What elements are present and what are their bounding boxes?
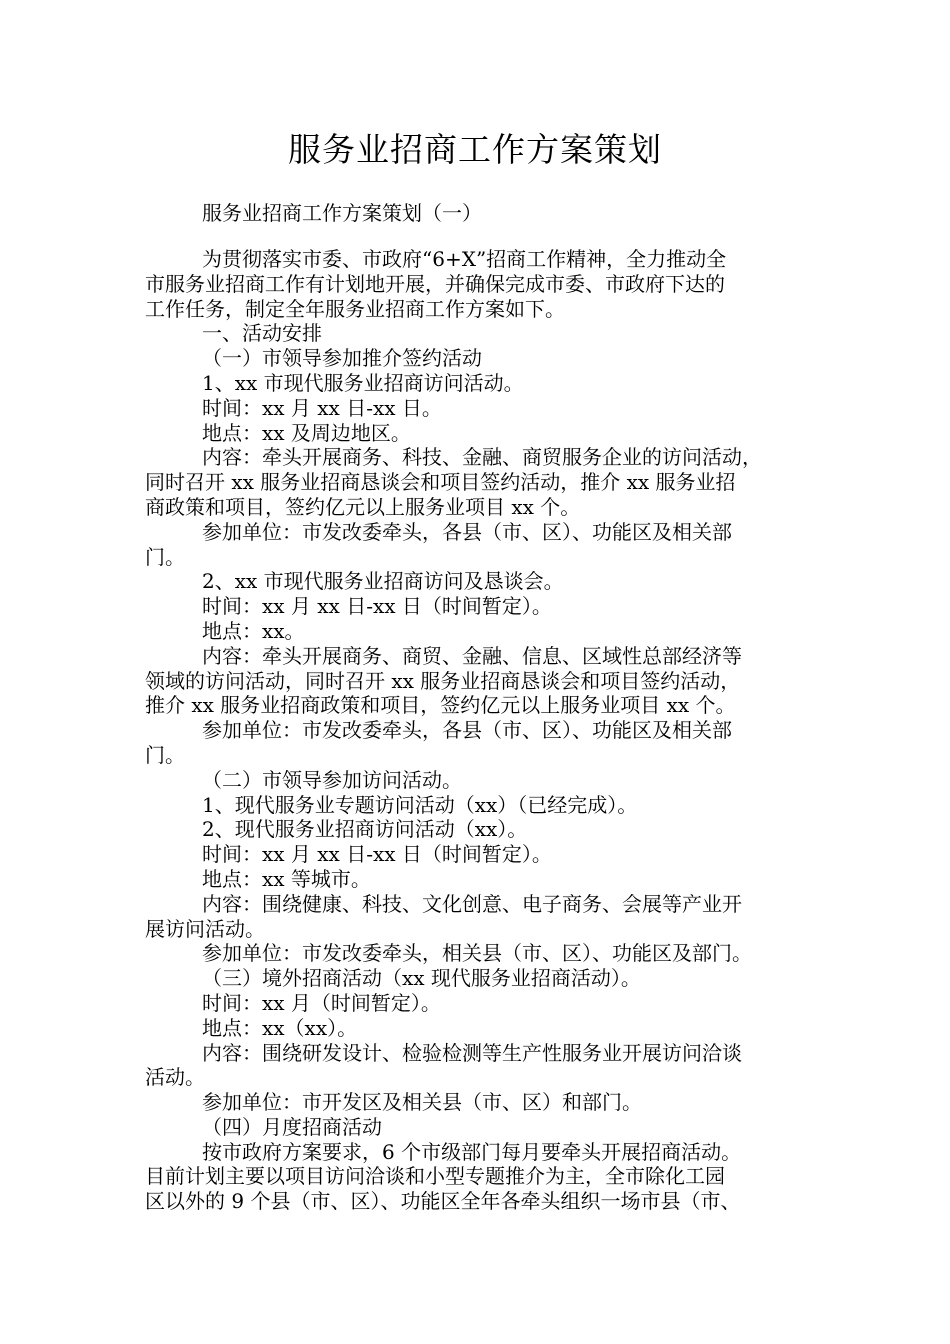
text-line: 活动。	[145, 1065, 205, 1090]
text-line: 目前计划主要以项目访问洽谈和小型专题推介为主，全市除化工园	[145, 1164, 725, 1189]
document-body	[145, 247, 825, 1214]
text-line: 领域的访问活动，同时召开 xx 服务业招商恳谈会和项目签约活动，	[145, 668, 741, 693]
text-line: 内容：牵头开展商务、科技、金融、商贸服务企业的访问活动，	[202, 445, 762, 470]
text-line: 按市政府方案要求，6 个市级部门每月要牵头开展招商活动。	[202, 1139, 742, 1164]
text-line: 参加单位：市开发区及相关县（市、区）和部门。	[202, 1090, 642, 1115]
text-line: 地点：xx。	[202, 618, 305, 643]
text-line: 时间：xx 月（时间暂定）。	[202, 990, 441, 1015]
text-line: 同时召开 xx 服务业招商恳谈会和项目签约活动，推介 xx 服务业招	[145, 470, 736, 495]
text-line: 时间：xx 月 xx 日-xx 日。	[202, 395, 442, 420]
text-line: 时间：xx 月 xx 日-xx 日（时间暂定）。	[202, 842, 552, 867]
text-line: 工作任务，制定全年服务业招商工作方案如下。	[145, 296, 565, 321]
text-line: 参加单位：市发改委牵头，相关县（市、区）、功能区及部门。	[202, 941, 752, 966]
text-line: 推介 xx 服务业招商政策和项目，签约亿元以上服务业项目 xx 个。	[145, 693, 736, 718]
text-line: （三）境外招商活动（xx 现代服务业招商活动）。	[202, 966, 641, 991]
text-line: 展访问活动。	[145, 916, 265, 941]
text-line: 内容：围绕健康、科技、文化创意、电子商务、会展等产业开	[202, 891, 742, 916]
text-line: （一）市领导参加推介签约活动	[202, 346, 482, 371]
text-line: 门。	[145, 742, 185, 767]
document-subtitle: 服务业招商工作方案策划（一）	[202, 201, 482, 225]
text-line: 2、现代服务业招商访问活动（xx）。	[202, 817, 528, 842]
text-line: 区以外的 9 个县（市、区）、功能区全年各牵头组织一场市县（市、	[145, 1189, 741, 1214]
text-line: 商政策和项目，签约亿元以上服务业项目 xx 个。	[145, 494, 581, 519]
text-line: （二）市领导参加访问活动。	[202, 767, 462, 792]
text-line: 1、xx 市现代服务业招商访问活动。	[202, 370, 524, 395]
text-line: 一、活动安排	[202, 321, 322, 346]
text-line: （四）月度招商活动	[202, 1114, 382, 1139]
text-line: 地点：xx（xx）。	[202, 1015, 358, 1040]
text-line: 内容：牵头开展商务、商贸、金融、信息、区域性总部经济等	[202, 643, 742, 668]
text-line: 门。	[145, 544, 185, 569]
text-line: 1、现代服务业专题访问活动（xx）（已经完成）。	[202, 792, 638, 817]
text-line: 市服务业招商工作有计划地开展，并确保完成市委、市政府下达的	[145, 271, 725, 296]
text-line: 时间：xx 月 xx 日-xx 日（时间暂定）。	[202, 594, 552, 619]
text-line: 参加单位：市发改委牵头，各县（市、区）、功能区及相关部	[202, 718, 732, 743]
text-line: 为贯彻落实市委、市政府“6+X”招商工作精神，全力推动全	[202, 247, 727, 271]
text-line: 内容：围绕研发设计、检验检测等生产性服务业开展访问洽谈	[202, 1040, 742, 1065]
text-line: 参加单位：市发改委牵头，各县（市、区）、功能区及相关部	[202, 519, 732, 544]
text-line: 地点：xx 及周边地区。	[202, 420, 411, 445]
document-title: 服务业招商工作方案策划	[288, 130, 662, 169]
text-line: 2、xx 市现代服务业招商访问及恳谈会。	[202, 569, 564, 594]
text-line: 地点：xx 等城市。	[202, 866, 371, 891]
